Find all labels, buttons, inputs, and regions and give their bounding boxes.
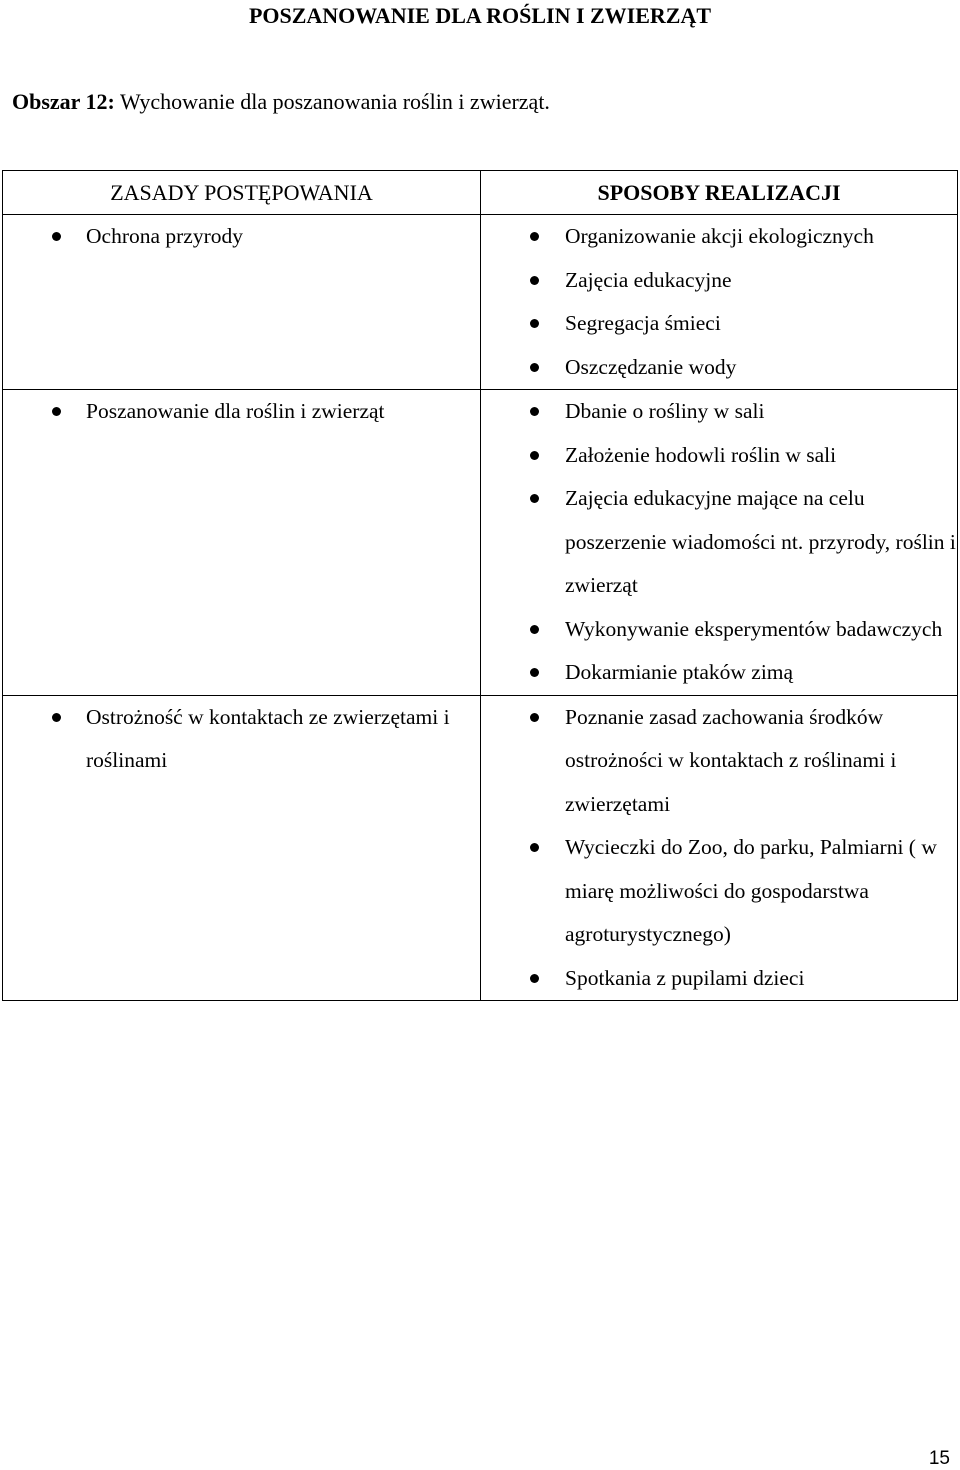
rules-table: [2, 170, 958, 1001]
method-text: Segregacja śmieci: [565, 311, 721, 335]
method-item: [481, 826, 957, 957]
method-item: [481, 390, 957, 434]
rule-text: Poszanowanie dla roślin i zwierząt: [86, 399, 385, 423]
bullet-icon: [52, 232, 61, 241]
methods-cell: [481, 695, 958, 1001]
bullet-icon: [530, 974, 539, 983]
header-methods: SPOSOBY REALIZACJI: [481, 171, 958, 215]
rule-cell: [3, 215, 481, 390]
rule-text: Ochrona przyrody: [86, 224, 244, 248]
methods-cell: [481, 390, 958, 696]
rule-item: [3, 215, 480, 259]
rule-item: [3, 390, 480, 434]
method-text: Wykonywanie eksperymentów badawczych: [565, 616, 943, 641]
method-text: Spotkania z pupilami dzieci: [565, 965, 805, 990]
bullet-icon: [530, 363, 539, 372]
bullet-icon: [530, 232, 539, 241]
method-item: [481, 259, 957, 303]
method-text: Poznanie zasad zachowania środków ostrożności w kontaktach z roślinami i zwierzętami: [565, 704, 897, 816]
method-item: [481, 696, 957, 827]
method-item: [481, 434, 957, 478]
method-text: Oszczędzanie wody: [565, 354, 737, 379]
bullet-icon: [530, 276, 539, 285]
bullet-icon: [52, 407, 61, 416]
method-text: Dbanie o rośliny w sali: [565, 399, 765, 423]
bullet-icon: [530, 494, 539, 503]
method-item: [481, 608, 957, 652]
table-row: [3, 215, 958, 390]
rule-item: [3, 696, 480, 783]
method-text: Wycieczki do Zoo, do parku, Palmiarni ( w miarę możliwości do gospodarstwa agroturystycznego): [565, 835, 937, 946]
page-title: POSZANOWANIE DLA ROŚLIN I ZWIERZĄT: [248, 3, 712, 28]
area-heading: [12, 88, 550, 116]
method-item: [481, 302, 957, 346]
area-label: Obszar 12:: [12, 89, 115, 114]
bullet-icon: [530, 625, 539, 634]
bullet-icon: [530, 668, 539, 677]
table-header-row: [3, 171, 958, 215]
rule-cell: [3, 695, 481, 1001]
method-item: [481, 477, 957, 608]
bullet-icon: [530, 451, 539, 460]
method-item: [481, 651, 957, 695]
bullet-icon: [530, 407, 539, 416]
method-text: Dokarmianie ptaków zimą: [565, 660, 794, 684]
method-item: [481, 215, 957, 259]
method-item: [481, 957, 957, 1001]
table-row: [3, 390, 958, 696]
bullet-icon: [530, 843, 539, 852]
rule-text: Ostrożność w kontaktach ze zwierzętami i roślinami: [86, 704, 450, 772]
method-text: Zajęcia edukacyjne mające na celu poszerzenie wiadomości nt. przyrody, roślin i zwierząt: [565, 486, 956, 597]
method-text: Zajęcia edukacyjne: [565, 267, 732, 292]
rule-cell: [3, 390, 481, 696]
method-text: Organizowanie akcji ekologicznych: [565, 224, 874, 248]
method-text: Założenie hodowli roślin w sali: [565, 442, 837, 467]
area-text: Wychowanie dla poszanowania roślin i zwierząt.: [114, 89, 550, 114]
bullet-icon: [52, 713, 61, 722]
methods-cell: [481, 215, 958, 390]
bullet-icon: [530, 319, 539, 328]
bullet-icon: [530, 713, 539, 722]
table-row: [3, 695, 958, 1001]
header-rules: ZASADY POSTĘPOWANIA: [3, 171, 481, 215]
method-item: [481, 346, 957, 390]
page-number: 15: [928, 1448, 950, 1469]
